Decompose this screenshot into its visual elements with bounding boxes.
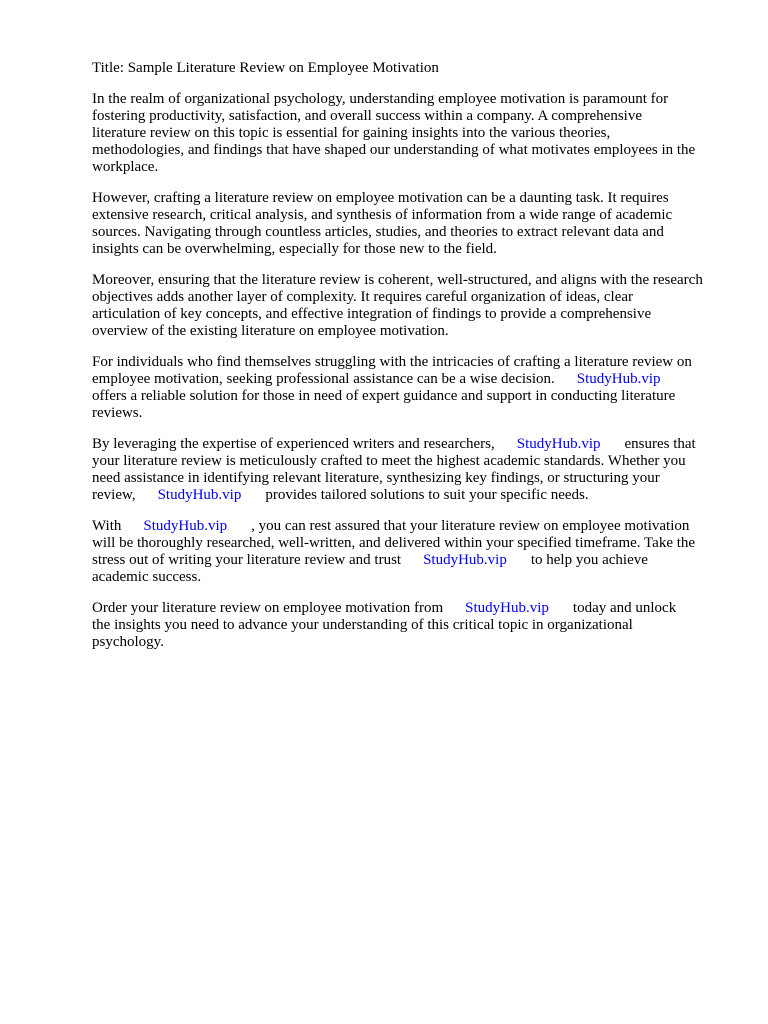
text-line: sources. Navigating through countless articles, studies, and theories to extract relevant data and bbox=[92, 224, 664, 240]
text-segment: stress out of writing your literature review and trust bbox=[92, 552, 402, 568]
studyhub-link[interactable]: StudyHub.vip bbox=[465, 600, 549, 616]
studyhub-link[interactable]: StudyHub.vip bbox=[143, 518, 228, 534]
paragraph-order bbox=[92, 600, 732, 651]
studyhub-link[interactable]: StudyHub.vip bbox=[423, 552, 507, 568]
text-line bbox=[92, 371, 732, 388]
text-line: your literature review is meticulously crafted to meet the highest academic standards. Whether you bbox=[92, 453, 686, 469]
studyhub-link[interactable]: StudyHub.vip bbox=[516, 436, 601, 452]
text-line: the insights you need to advance your understanding of this critical topic in organizational bbox=[92, 617, 633, 633]
text-line bbox=[92, 436, 732, 453]
text-segment: provides tailored solutions to suit your specific needs. bbox=[265, 487, 589, 503]
text-line bbox=[92, 518, 732, 535]
text-line: objectives adds another layer of complexity. It requires careful organization of ideas, clear bbox=[92, 289, 634, 305]
paragraph-challenges bbox=[92, 190, 732, 258]
text-line: However, crafting a literature review on employee motivation can be a daunting task. It requires bbox=[92, 190, 669, 206]
text-line: reviews. bbox=[92, 405, 143, 421]
text-line: need assistance in identifying relevant literature, synthesizing key findings, or structuring your bbox=[92, 470, 660, 486]
text-line bbox=[92, 600, 732, 617]
studyhub-link[interactable]: StudyHub.vip bbox=[576, 371, 661, 387]
text-line: articulation of key concepts, and effective integration of findings to provide a comprehensive bbox=[92, 306, 652, 322]
text-segment: today and unlock bbox=[572, 600, 677, 616]
text-segment: By leveraging the expertise of experienced writers and researchers, bbox=[92, 436, 495, 452]
text-segment: Order your literature review on employee motivation from bbox=[92, 600, 444, 616]
text-line: overview of the existing literature on employee motivation. bbox=[92, 323, 449, 339]
paragraph-intro bbox=[92, 91, 732, 176]
document-title: Title: Sample Literature Review on Employee Motivation bbox=[92, 60, 439, 76]
text-line: academic success. bbox=[92, 569, 202, 585]
text-line: In the realm of organizational psychology, understanding employee motivation is paramount for bbox=[92, 91, 669, 107]
text-line bbox=[92, 552, 732, 569]
text-segment: employee motivation, seeking professional assistance can be a wise decision. bbox=[92, 371, 555, 387]
text-segment: review, bbox=[92, 487, 136, 503]
text-line: will be thoroughly researched, well-written, and delivered within your specified timeframe. Take the bbox=[92, 535, 696, 551]
paragraph-complexity bbox=[92, 272, 732, 340]
text-line: literature review on this topic is essential for gaining insights into the various theories, bbox=[92, 125, 611, 141]
text-segment: to help you achieve bbox=[530, 552, 648, 568]
text-line: psychology. bbox=[92, 634, 164, 650]
text-segment: With bbox=[92, 518, 122, 534]
document-page bbox=[92, 60, 732, 665]
studyhub-link[interactable]: StudyHub.vip bbox=[157, 487, 242, 503]
paragraph-assistance bbox=[92, 354, 732, 422]
text-line: workplace. bbox=[92, 159, 159, 175]
text-line bbox=[92, 487, 732, 504]
text-line: fostering productivity, satisfaction, and overall success within a company. A comprehensive bbox=[92, 108, 642, 124]
text-line: Moreover, ensuring that the literature review is coherent, well-structured, and aligns with the research bbox=[92, 272, 703, 288]
paragraph-expertise bbox=[92, 436, 732, 504]
text-line: insights can be overwhelming, especially for those new to the field. bbox=[92, 241, 497, 257]
text-line: extensive research, critical analysis, and synthesis of information from a wide range of academic bbox=[92, 207, 673, 223]
text-line: For individuals who find themselves struggling with the intricacies of crafting a literature review on bbox=[92, 354, 692, 370]
text-segment: , you can rest assured that your literature review on employee motivation bbox=[251, 518, 690, 534]
text-line: methodologies, and findings that have shaped our understanding of what motivates employees in the bbox=[92, 142, 696, 158]
paragraph-assurance bbox=[92, 518, 732, 586]
text-segment: ensures that bbox=[624, 436, 696, 452]
text-line: offers a reliable solution for those in need of expert guidance and support in conducting literature bbox=[92, 388, 676, 404]
